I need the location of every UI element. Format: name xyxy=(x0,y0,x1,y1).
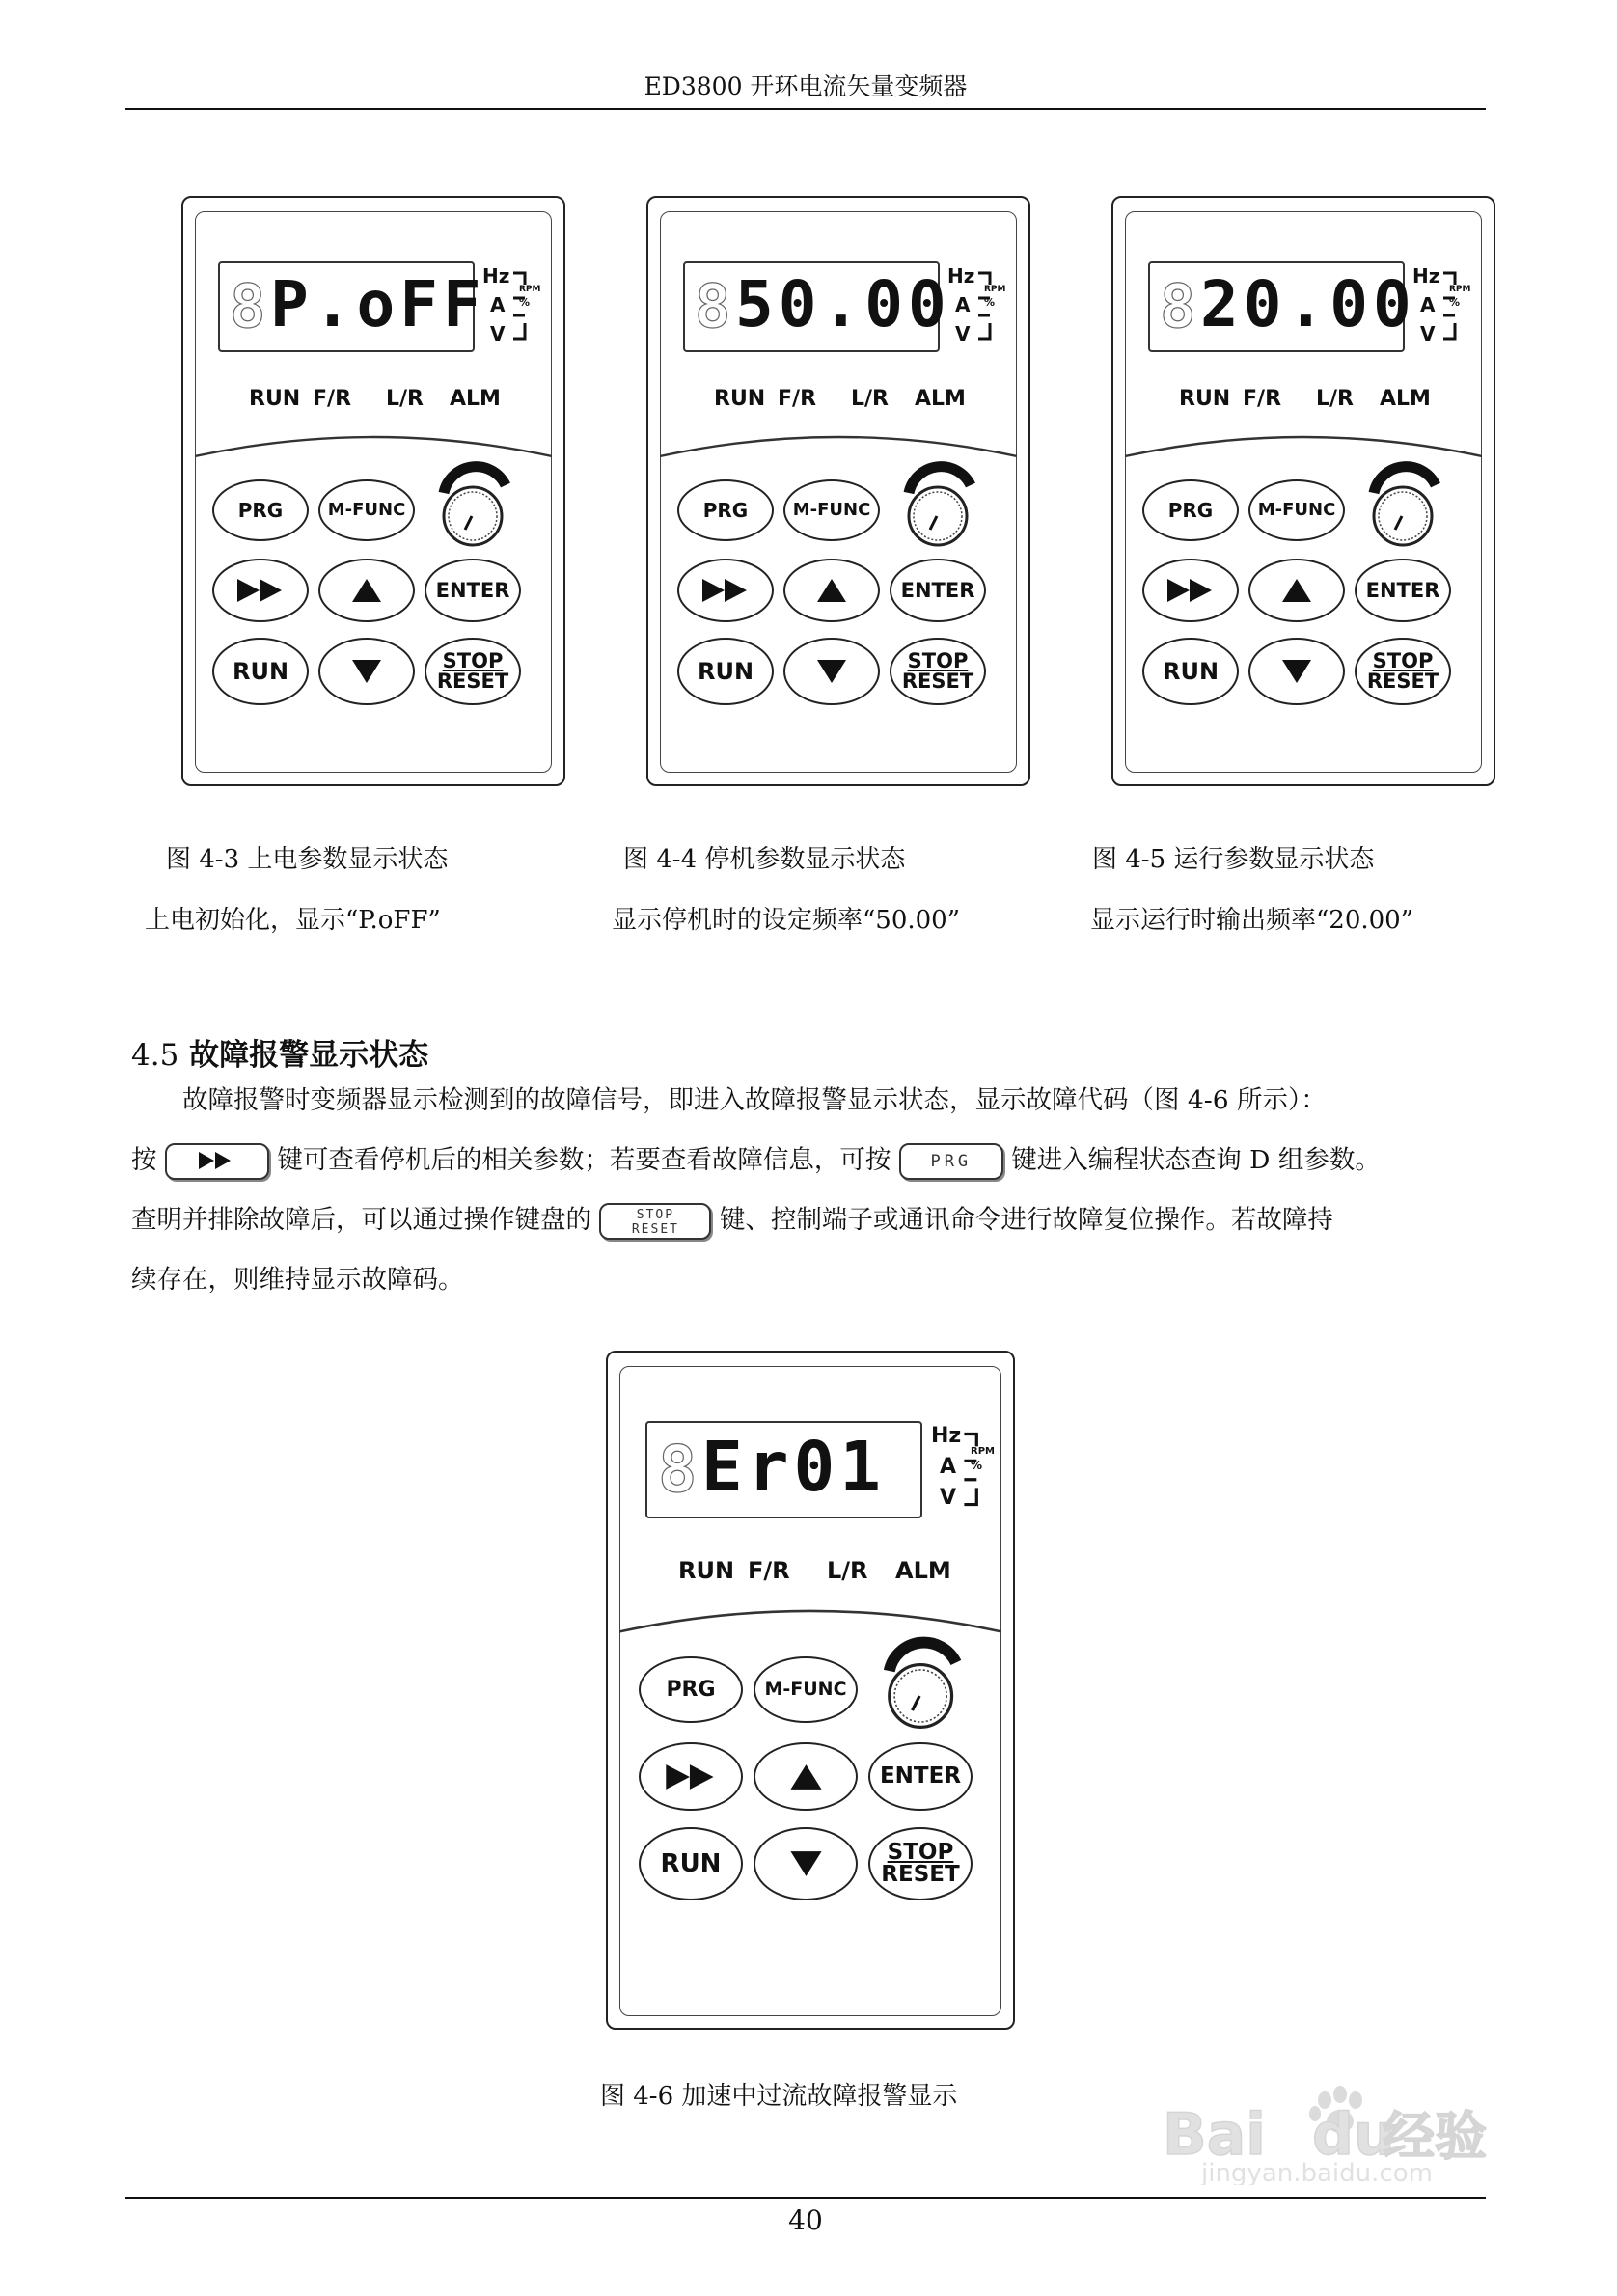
watermark-brand: Bai xyxy=(1163,2101,1266,2169)
body-text: 键可查看停机后的相关参数；若要查看故障信息，可按 xyxy=(277,1145,891,1175)
indicator-alm: ALM xyxy=(450,387,501,411)
shift-button[interactable] xyxy=(639,1742,743,1811)
unit-hz: Hz xyxy=(1412,264,1440,287)
unit-pct: % xyxy=(971,1459,983,1472)
reset-label: RESET xyxy=(881,1862,960,1887)
stop-reset-button[interactable] xyxy=(425,638,521,705)
body-text: 键进入编程状态查询 D 组参数。 xyxy=(1011,1145,1381,1175)
m-func-button[interactable]: M-FUNC xyxy=(754,1656,858,1723)
watermark-url: jingyan.baidu.com xyxy=(1201,2159,1433,2185)
led-readout: Er01 xyxy=(701,1427,886,1507)
indicator-fr: F/R xyxy=(313,387,352,411)
key-stop-label: STOP xyxy=(636,1208,675,1222)
indicator-alm: ALM xyxy=(895,1557,951,1584)
unit-v: V xyxy=(1420,322,1436,345)
led-readout: 50.00 xyxy=(735,267,951,342)
led-display xyxy=(218,261,486,352)
run-button[interactable]: RUN xyxy=(212,638,309,705)
led-display xyxy=(1148,261,1416,352)
up-arrow-icon xyxy=(1280,577,1313,604)
indicator-alm: ALM xyxy=(1380,387,1431,411)
potentiometer-knob-icon[interactable] xyxy=(423,456,519,553)
unit-rpm: RPM xyxy=(984,285,1006,294)
unit-rpm: RPM xyxy=(971,1446,995,1457)
m-func-button[interactable]: M-FUNC xyxy=(318,479,415,541)
keypad-figure-2 xyxy=(646,196,1030,786)
header-rule xyxy=(125,108,1486,110)
up-button[interactable] xyxy=(318,559,415,622)
indicator-fr: F/R xyxy=(778,387,817,411)
body-text: 键、控制端子或通讯命令进行故障复位操作。若故障持 xyxy=(719,1205,1333,1235)
unit-bracket xyxy=(511,267,531,344)
figure-4-4-desc: 显示停机时的设定频率“50.00” xyxy=(612,906,961,935)
prg-button[interactable]: PRG xyxy=(212,479,309,541)
m-func-button[interactable]: M-FUNC xyxy=(783,479,880,541)
figure-4-5-desc: 显示运行时输出频率“20.00” xyxy=(1090,906,1414,935)
potentiometer-knob-icon[interactable] xyxy=(866,1631,971,1736)
fast-forward-key-icon xyxy=(165,1143,269,1180)
watermark-brand2: du xyxy=(1312,2101,1395,2169)
stop-reset-key-icon xyxy=(599,1203,711,1240)
down-button[interactable] xyxy=(318,638,415,705)
up-arrow-icon xyxy=(788,1763,824,1791)
reset-label: RESET xyxy=(901,670,974,693)
stop-reset-button[interactable] xyxy=(868,1827,973,1900)
unit-labels xyxy=(931,1421,961,1514)
fast-forward-icon xyxy=(235,577,286,604)
unit-bracket xyxy=(962,1428,983,1511)
prg-button[interactable]: PRG xyxy=(639,1656,743,1723)
indicator-run: RUN xyxy=(714,387,766,411)
prg-button[interactable]: PRG xyxy=(1142,479,1239,541)
stop-label: STOP xyxy=(1372,649,1434,672)
run-button[interactable]: RUN xyxy=(677,638,774,705)
unit-bracket xyxy=(976,267,996,344)
unit-a: A xyxy=(1420,293,1436,316)
section-number: 4.5 xyxy=(131,1038,179,1073)
indicator-run: RUN xyxy=(1179,387,1231,411)
down-arrow-icon xyxy=(1280,658,1313,685)
unit-pct: % xyxy=(1449,296,1461,309)
stop-label: STOP xyxy=(887,1840,954,1865)
body-text: 查明并排除故障后，可以通过操作键盘的 xyxy=(131,1205,591,1235)
potentiometer-knob-icon[interactable] xyxy=(1353,456,1449,553)
indicator-alm: ALM xyxy=(915,387,966,411)
page-number: 40 xyxy=(788,2204,823,2236)
indicator-run: RUN xyxy=(249,387,301,411)
down-button[interactable] xyxy=(1248,638,1345,705)
unit-v: V xyxy=(955,322,971,345)
down-arrow-icon xyxy=(788,1849,824,1878)
fast-forward-icon xyxy=(664,1763,718,1791)
up-button[interactable] xyxy=(754,1742,858,1811)
potentiometer-knob-icon[interactable] xyxy=(888,456,984,553)
keypad-figure-1 xyxy=(181,196,565,786)
body-line-1: 故障报警时变频器显示检测到的故障信号，即进入故障报警显示状态，显示故障代码（图 4-6 所示）： xyxy=(182,1085,1327,1115)
fast-forward-icon xyxy=(1165,577,1216,604)
body-line-4: 续存在，则维持显示故障码。 xyxy=(131,1265,464,1295)
up-arrow-icon xyxy=(815,577,848,604)
led-display xyxy=(645,1421,922,1518)
enter-button[interactable]: ENTER xyxy=(425,559,521,622)
figure-4-4-caption: 图 4-4 停机参数显示状态 xyxy=(623,845,906,874)
indicator-fr: F/R xyxy=(1243,387,1282,411)
prg-key-icon: PRG xyxy=(899,1143,1003,1180)
reset-label: RESET xyxy=(436,670,509,693)
unit-hz: Hz xyxy=(482,264,510,287)
unit-a: A xyxy=(955,293,971,316)
enter-button[interactable]: ENTER xyxy=(1355,559,1451,622)
indicator-lr: L/R xyxy=(851,387,889,411)
up-button[interactable] xyxy=(1248,559,1345,622)
shift-button[interactable] xyxy=(212,559,309,622)
keypad-figure-3 xyxy=(1111,196,1495,786)
reset-label: RESET xyxy=(1366,670,1439,693)
up-arrow-icon xyxy=(350,577,383,604)
unit-hz: Hz xyxy=(947,264,975,287)
unit-labels xyxy=(1412,261,1439,348)
led-ghost-digit: 8 xyxy=(230,271,266,342)
unit-labels xyxy=(947,261,974,348)
shift-button[interactable] xyxy=(1142,559,1239,622)
down-button[interactable] xyxy=(783,638,880,705)
figure-4-3-desc: 上电初始化，显示“P.oFF” xyxy=(145,906,441,935)
run-button[interactable]: RUN xyxy=(1142,638,1239,705)
indicator-run: RUN xyxy=(678,1557,735,1584)
led-ghost-digit: 8 xyxy=(658,1432,698,1507)
stop-reset-button[interactable] xyxy=(890,638,986,705)
indicator-lr: L/R xyxy=(827,1557,868,1584)
body-paragraph xyxy=(131,1071,1477,1310)
unit-v: V xyxy=(940,1486,957,1510)
prg-button[interactable]: PRG xyxy=(677,479,774,541)
down-button[interactable] xyxy=(754,1827,858,1900)
enter-button[interactable]: ENTER xyxy=(890,559,986,622)
footer-rule xyxy=(125,2197,1486,2199)
document-header: ED3800 开环电流矢量变频器 xyxy=(644,72,968,100)
figure-4-3-caption: 图 4-3 上电参数显示状态 xyxy=(166,845,449,874)
run-button[interactable]: RUN xyxy=(639,1827,743,1900)
m-func-button[interactable]: M-FUNC xyxy=(1248,479,1345,541)
shift-button[interactable] xyxy=(677,559,774,622)
body-text: 按 xyxy=(131,1145,157,1175)
figure-4-6-caption: 图 4-6 加速中过流故障报警显示 xyxy=(600,2082,958,2111)
down-arrow-icon xyxy=(815,658,848,685)
led-ghost-digit: 8 xyxy=(1160,271,1196,342)
led-display xyxy=(683,261,951,352)
unit-pct: % xyxy=(519,296,531,309)
stop-reset-button[interactable] xyxy=(1355,638,1451,705)
unit-rpm: RPM xyxy=(1449,285,1471,294)
fast-forward-icon xyxy=(700,577,751,604)
unit-a: A xyxy=(490,293,506,316)
led-readout: 20.00 xyxy=(1200,267,1416,342)
section-title: 故障报警显示状态 xyxy=(189,1038,429,1073)
body-line-3 xyxy=(131,1190,1477,1250)
enter-button[interactable]: ENTER xyxy=(868,1742,973,1811)
stop-label: STOP xyxy=(442,649,504,672)
unit-a: A xyxy=(940,1455,957,1479)
indicator-fr: F/R xyxy=(748,1557,790,1584)
unit-bracket xyxy=(1441,267,1461,344)
figure-4-5-caption: 图 4-5 运行参数显示状态 xyxy=(1092,845,1375,874)
unit-pct: % xyxy=(984,296,996,309)
unit-labels xyxy=(482,261,509,348)
stop-label: STOP xyxy=(907,649,969,672)
body-line-2 xyxy=(131,1131,1477,1190)
keypad-figure-4 xyxy=(606,1351,1015,2030)
section-heading xyxy=(131,1030,428,1074)
led-readout: P.oFF xyxy=(270,267,486,342)
unit-v: V xyxy=(490,322,506,345)
baidu-jingyan-watermark xyxy=(1153,2079,1510,2185)
key-reset-label: RESET xyxy=(631,1222,679,1237)
indicator-lr: L/R xyxy=(386,387,424,411)
indicator-lr: L/R xyxy=(1316,387,1354,411)
watermark-cn: 经验 xyxy=(1383,2106,1487,2167)
unit-rpm: RPM xyxy=(519,285,541,294)
led-ghost-digit: 8 xyxy=(695,271,731,342)
up-button[interactable] xyxy=(783,559,880,622)
down-arrow-icon xyxy=(350,658,383,685)
unit-hz: Hz xyxy=(931,1424,962,1448)
